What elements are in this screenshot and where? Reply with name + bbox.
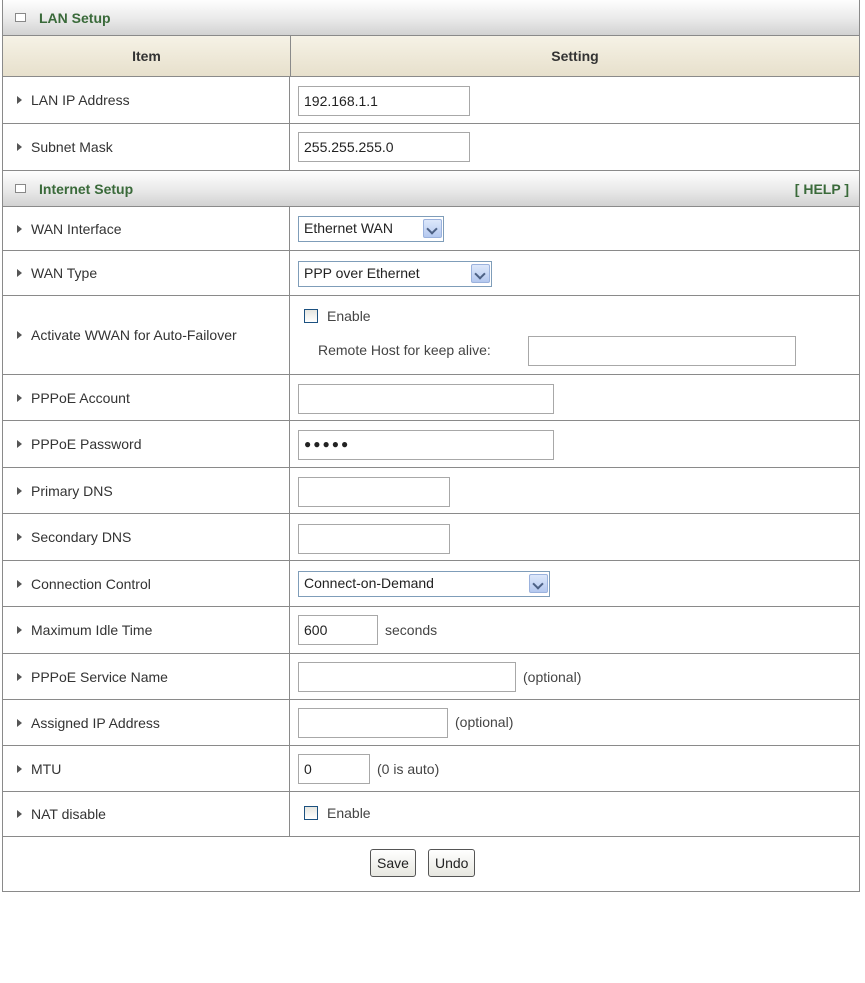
lan-setup-section-header (3, 0, 859, 36)
row-pppoe-account (3, 375, 859, 421)
arrow-icon (17, 440, 22, 448)
column-header-setting: Setting (551, 48, 599, 64)
wan-interface-select[interactable] (298, 216, 444, 242)
arrow-icon (17, 673, 22, 681)
row-primary-dns (3, 468, 859, 514)
arrow-icon (17, 626, 22, 634)
select-value: Connect-on-Demand (304, 575, 434, 591)
row-label: PPPoE Password (31, 436, 142, 452)
connection-control-select[interactable] (298, 571, 550, 597)
row-label: MTU (31, 760, 62, 777)
row-label: NAT disable (31, 806, 106, 822)
pppoe-account-input[interactable] (298, 384, 554, 414)
arrow-icon (17, 331, 22, 339)
undo-button[interactable]: Undo (428, 849, 475, 877)
arrow-icon (17, 225, 22, 233)
section-title: LAN Setup (39, 10, 111, 26)
row-wwan-failover (3, 296, 859, 375)
row-label: WAN Type (31, 265, 98, 281)
section-box-icon (15, 184, 26, 193)
row-pppoe-password (3, 421, 859, 468)
row-label: Subnet Mask (31, 139, 113, 155)
lan-ip-input[interactable] (298, 86, 470, 116)
section-title: Internet Setup (39, 181, 134, 197)
assigned-ip-input[interactable] (298, 708, 448, 738)
arrow-icon (17, 143, 22, 151)
row-label: LAN IP Address (31, 92, 130, 108)
checkbox-label: Enable (327, 308, 371, 324)
checkbox-label: Enable (327, 805, 371, 821)
arrow-icon (17, 487, 22, 495)
row-label: Connection Control (31, 575, 151, 592)
arrow-icon (17, 96, 22, 104)
select-value: Ethernet WAN (304, 220, 393, 236)
optional-note: (optional) (523, 669, 582, 685)
nat-enable-checkbox[interactable] (304, 806, 318, 820)
arrow-icon (17, 719, 22, 727)
row-mtu (3, 746, 859, 792)
row-label: Primary DNS (31, 482, 113, 499)
subnet-mask-input[interactable] (298, 132, 470, 162)
arrow-icon (17, 394, 22, 402)
mtu-input[interactable] (298, 754, 370, 784)
column-header-row (3, 36, 859, 77)
chevron-down-icon[interactable] (471, 264, 490, 283)
optional-note: (optional) (455, 714, 514, 730)
help-link[interactable]: [ HELP ] (794, 181, 849, 197)
auto-note: (0 is auto) (377, 761, 440, 777)
row-label: Assigned IP Address (31, 714, 160, 731)
arrow-icon (17, 765, 22, 773)
failover-enable-checkbox[interactable] (304, 309, 318, 323)
row-wan-interface (3, 207, 859, 251)
row-nat-disable (3, 792, 859, 837)
row-idle-time (3, 607, 859, 654)
row-subnet-mask (3, 124, 859, 171)
arrow-icon (17, 580, 22, 588)
wan-type-select[interactable] (298, 261, 492, 287)
chevron-down-icon[interactable] (529, 574, 548, 593)
service-name-input[interactable] (298, 662, 516, 692)
row-label: Secondary DNS (31, 529, 132, 545)
primary-dns-input[interactable] (298, 477, 450, 507)
row-label: PPPoE Account (31, 389, 130, 406)
unit-label: seconds (385, 622, 438, 638)
internet-setup-section-header (3, 171, 859, 207)
row-label: WAN Interface (31, 220, 122, 237)
column-header-item: Item (3, 36, 291, 76)
row-wan-type (3, 251, 859, 296)
arrow-icon (17, 533, 22, 541)
secondary-dns-input[interactable] (298, 524, 450, 554)
idle-time-input[interactable] (298, 615, 378, 645)
save-button[interactable]: Save (370, 849, 416, 877)
section-box-icon (15, 13, 26, 22)
row-secondary-dns (3, 514, 859, 561)
chevron-down-icon[interactable] (423, 219, 442, 238)
arrow-icon (17, 269, 22, 277)
settings-panel (2, 0, 860, 892)
row-label: Maximum Idle Time (31, 622, 153, 638)
button-row (3, 837, 859, 891)
row-connection-control (3, 561, 859, 607)
row-label: Activate WWAN for Auto-Failover (31, 327, 237, 343)
select-value: PPP over Ethernet (304, 265, 420, 281)
row-service-name (3, 654, 859, 700)
row-label: PPPoE Service Name (31, 668, 168, 685)
row-assigned-ip (3, 700, 859, 746)
remote-host-label: Remote Host for keep alive: (318, 342, 491, 358)
remote-host-input[interactable] (528, 336, 796, 366)
row-lan-ip (3, 77, 859, 124)
arrow-icon (17, 810, 22, 818)
pppoe-password-input[interactable]: ●●●●● (298, 430, 554, 460)
